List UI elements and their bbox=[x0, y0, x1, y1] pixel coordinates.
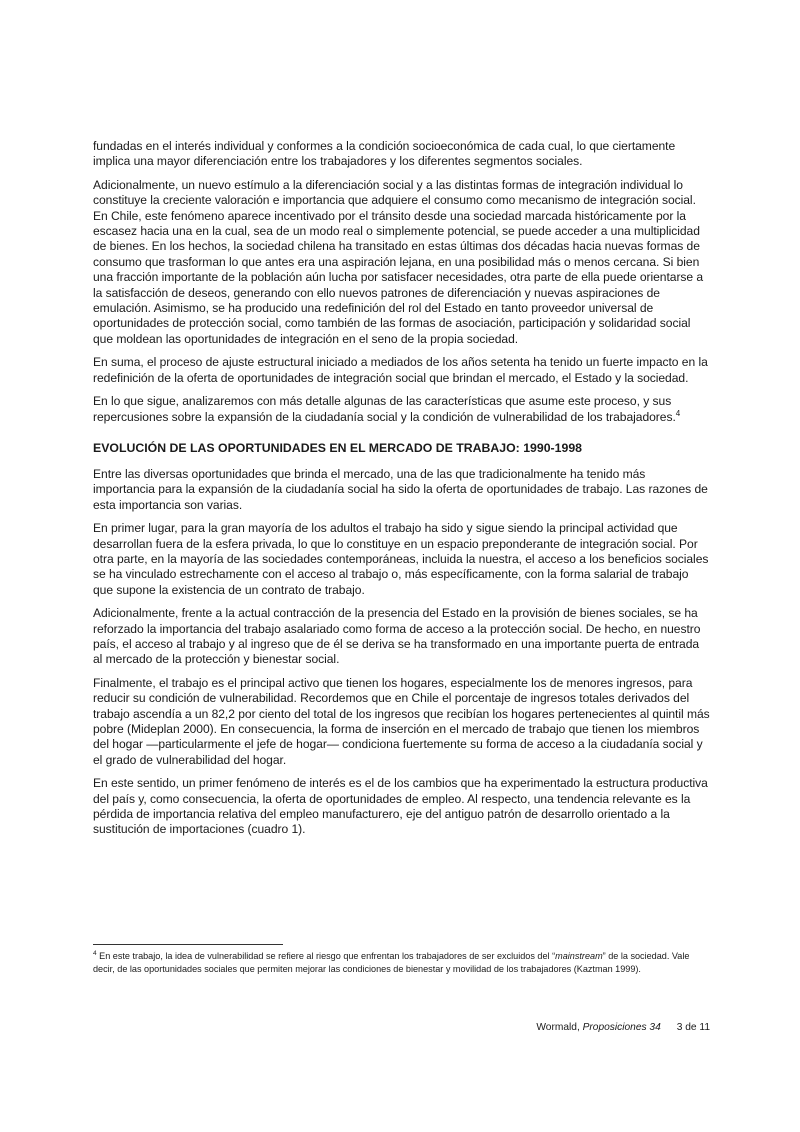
footnote-mark: 4 bbox=[93, 949, 97, 957]
footer-publication: Proposiciones 34 bbox=[582, 1022, 661, 1033]
page-number: 3 de 11 bbox=[676, 1022, 710, 1033]
paragraph: En este sentido, un primer fenómeno de interés es el de los cambios que ha experimentado la estructura productiva del país y, como consecuencia, la oferta de oportunidades de empleo. Al respecto, una tendencia relevante es la pérdida de importancia relativa del empleo manufacturero, eje del antiguo patrón de desarrollo orientado a la sustitución de importaciones (cuadro 1). bbox=[93, 776, 708, 837]
footnote bbox=[93, 950, 710, 975]
paragraph: Entre las diversas oportunidades que brinda el mercado, una de las que tradicionalmente ha tenido más importancia para la expansión de la ciudadanía social ha sido la oferta de oportunidades de trabajo. Las razones de esta importancia son varias. bbox=[93, 466, 708, 512]
paragraph: En primer lugar, para la gran mayoría de los adultos el trabajo ha sido y sigue siendo la principal actividad que desarrollan fuera de la esfera privada, lo que lo constituye en un espacio preponderante de integración social. Por otra parte, en la mayoría de las sociedades contemporáneas, incluida la nuestra, el acceso a los beneficios sociales se ha vinculado estrechamente con el acceso al trabajo o, más específicamente, con la forma salarial de trabajo que supone la existencia de un contrato de trabajo. bbox=[93, 521, 709, 597]
footer-author: Wormald, bbox=[536, 1022, 583, 1033]
footnote-divider bbox=[93, 944, 283, 945]
paragraph-text: En lo que sigue, analizaremos con más detalle algunas de las características que asume este proceso, y sus repercusiones sobre la expansión de la ciudadanía social y la condición de vulnerabilidad de los trabajadores. bbox=[93, 394, 676, 424]
paragraph: Adicionalmente, frente a la actual contracción de la presencia del Estado en la provisión de bienes sociales, se ha reforzado la importancia del trabajo asalariado como forma de acceso a la protección social. De hecho, en nuestro país, el acceso al trabajo y al ingreso que de él se deriva se ha transformado en una importante puerta de entrada al mercado de la protección y bienestar social. bbox=[93, 606, 701, 667]
footnote-reference[interactable]: 4 bbox=[675, 408, 681, 418]
page-footer bbox=[400, 1021, 710, 1034]
footnote-text-before: En este trabajo, la idea de vulnerabilidad se refiere al riesgo que enfrentan los trabajadores de ser excluidos del “ bbox=[96, 951, 556, 961]
paragraph-with-footnote bbox=[93, 394, 710, 425]
paragraph: fundadas en el interés individual y conformes a la condición socioeconómica de cada cual, lo que ciertamente implica una mayor diferenciación entre los trabajadores y los diferentes segmentos sociales. bbox=[93, 139, 676, 169]
paragraph: Adicionalmente, un nuevo estímulo a la diferenciación social y a las distintas formas de integración individual lo constituye la creciente valoración e importancia que adquiere el consumo como mecanismo de integración social. En Chile, este fenómeno aparece incentivado por el tránsito desde una sociedad marcada históricamente por la escasez hacia una en la cual, sea de un modo real o simplemente potencial, se puede acceder a una multiplicidad de bienes. En los hechos, la sociedad chilena ha transitado en estas últimas dos décadas hacia nuevas formas de consumo que trasforman lo que antes era una aspiración lejana, en una posibilidad más o menos cercana. Si bien una fracción importante de la población aún lucha por satisfacer necesidades, otra parte de ella puede orientarse a la satisfacción de deseos, generando con ello nuevos patrones de diferenciación y nuevas aspiraciones de emulación. Asimismo, se ha producido una redefinición del rol del Estado en tanto proveedor universal de oportunidades de protección social, como también de las formas de asociación, participación y solidaridad social que moldean las oportunidades de integración en el seno de la propia sociedad. bbox=[93, 177, 704, 346]
footnote-italic-term: mainstream bbox=[555, 951, 603, 961]
section-heading: EVOLUCIÓN DE LAS OPORTUNIDADES EN EL MERCADO DE TRABAJO: 1990-1998 bbox=[93, 440, 582, 455]
body-text bbox=[93, 139, 710, 846]
footnote-text-after: ” de la sociedad. Vale decir, de las oportunidades sociales que permiten mejorar las condiciones de bienestar y movilidad de los trabajadores (Kaztman 1999). bbox=[93, 951, 690, 974]
paragraph: En suma, el proceso de ajuste estructural iniciado a mediados de los años setenta ha tenido un fuerte impacto en la redefinición de la oferta de oportunidades de integración social que brindan el mercado, el Estado y la sociedad. bbox=[93, 355, 708, 385]
paragraph: Finalmente, el trabajo es el principal activo que tienen los hogares, especialmente los de menores ingresos, para reducir su condición de vulnerabilidad. Recordemos que en Chile el porcentaje de ingresos totales derivados del trabajo ascendía a un 82,2 por ciento del total de los ingresos que recibían los hogares pertenecientes al quintil más pobre (Mideplan 2000). En consecuencia, la forma de inserción en el mercado de trabajo que tienen los miembros del hogar —particularmente el jefe de hogar— condiciona fuertemente su forma de acceso a la ciudadanía social y el grado de vulnerabilidad del hogar. bbox=[93, 675, 710, 767]
